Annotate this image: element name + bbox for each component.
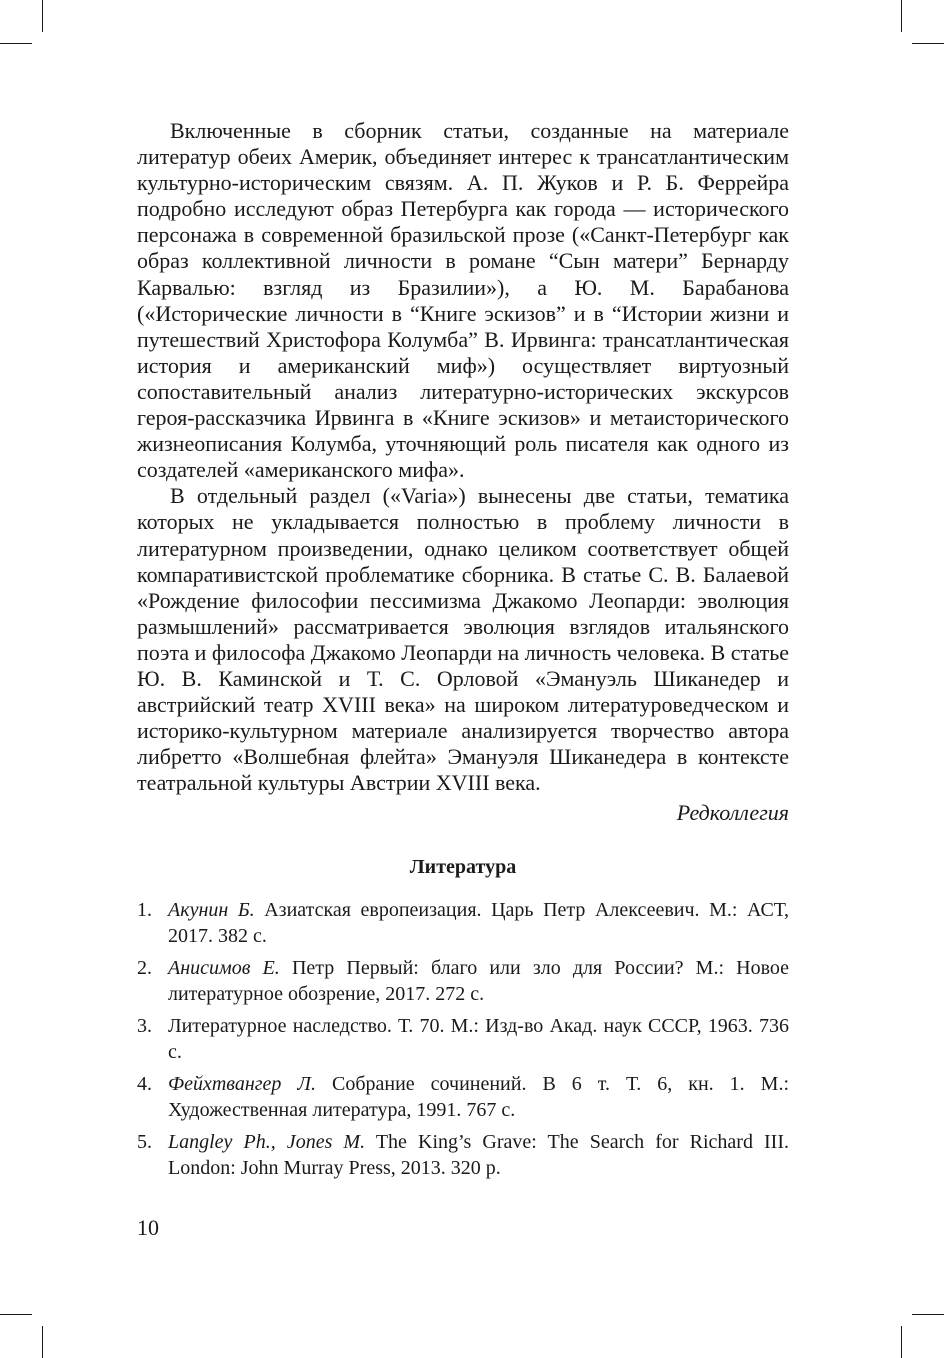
editorial-signature: Редколлегия <box>676 800 789 826</box>
crop-mark-top-left-vertical <box>42 0 43 32</box>
reference-number: 4. <box>137 1072 152 1095</box>
paragraph-americas: Включенные в сборник статьи, созданные на материале литератур обеих Америк, объединяет интерес к трансатлантическим культурно-историческим связям. А. П. Жуков и Р. Б. Феррейра подробно исследуют образ Петербурга как города — исторического персонажа в современной бразильской прозе («Санкт-Петербург как образ коллективной личности в романе “Сын матери” Бернарду Карвалью: взгляд из Бразилии»), а Ю. М. Барабанова («Исторические личности в “Книге эскизов” и в “Истории жизни и путешествий Христофора Колумба” В. Ирвинга: трансатлантическая история и американский миф») осуществляет виртуозный сопоставительный анализ литературно-исторических экскурсов героя-рассказчика Ирвинга в «Книге эскизов» и метаисторического жизнеописания Колумба, уточняющий роль писателя как одного из создателей «американского мифа». <box>137 118 789 483</box>
reference-text: Азиатская европеизация. Царь Петр Алексеевич. М.: АСТ, 2017. 382 с. <box>168 898 790 948</box>
literature-heading: Литература <box>409 855 517 878</box>
crop-mark-bottom-left-horizontal <box>0 1314 32 1315</box>
crop-mark-bottom-right-vertical <box>901 1326 902 1358</box>
reference-item <box>137 1013 789 1066</box>
reference-item <box>137 1071 789 1124</box>
crop-mark-top-right-vertical <box>901 0 902 32</box>
reference-text: Петр Первый: благо или зло для России? М.: Новое литературное обозрение, 2017. 272 с. <box>168 956 790 1006</box>
reference-list <box>137 897 789 1182</box>
crop-mark-bottom-right-horizontal <box>912 1314 944 1315</box>
reference-number: 2. <box>137 956 152 979</box>
reference-text: The King’s Grave: The Search for Richard III. London: John Murray Press, 2013. 320 p. <box>168 1130 790 1180</box>
reference-text: Литературное наследство. Т. 70. М.: Изд-во Акад. наук СССР, 1963. 736 с. <box>168 1014 789 1064</box>
reference-text: Собрание сочинений. В 6 т. Т. 6, кн. 1. М.: Художественная литература, 1991. 767 с. <box>168 1072 789 1122</box>
reference-number: 3. <box>137 1014 152 1037</box>
page-body <box>137 118 789 1187</box>
crop-mark-top-right-horizontal <box>912 43 944 44</box>
page-number: 10 <box>137 1215 159 1240</box>
reference-number: 5. <box>137 1130 152 1153</box>
crop-mark-bottom-left-vertical <box>42 1326 43 1358</box>
reference-item <box>137 1129 789 1182</box>
reference-author: Langley Ph., Jones M. <box>168 1130 366 1153</box>
reference-item <box>137 955 789 1008</box>
reference-item <box>137 897 789 950</box>
reference-author: Фейхтвангер Л. <box>168 1072 316 1095</box>
reference-author: Анисимов Е. <box>168 956 280 979</box>
crop-mark-top-left-horizontal <box>0 43 32 44</box>
reference-author: Акунин Б. <box>168 898 255 921</box>
paragraph-varia: В отдельный раздел («Varia») вынесены две статьи, тематика которых не укладывается полностью в проблему личности в литературном произведении, однако целиком соответствует общей компаративистской проблематике сборника. В статье С. В. Балаевой «Рождение философии пессимизма Джакомо Леопарди: эволюция размышлений» рассматривается эволюция взглядов итальянского поэта и философа Джакомо Леопарди на личность человека. В статье Ю. В. Каминской и Т. С. Орловой «Эмануэль Шиканедер и австрийский театр XVIII века» на широком литературоведческом и историко-культурном материале анализируется творчество автора либретто «Волшебная флейта» Эмануэля Шиканедера в контексте театральной культуры Австрии XVIII века. <box>137 483 790 796</box>
reference-number: 1. <box>137 898 152 921</box>
